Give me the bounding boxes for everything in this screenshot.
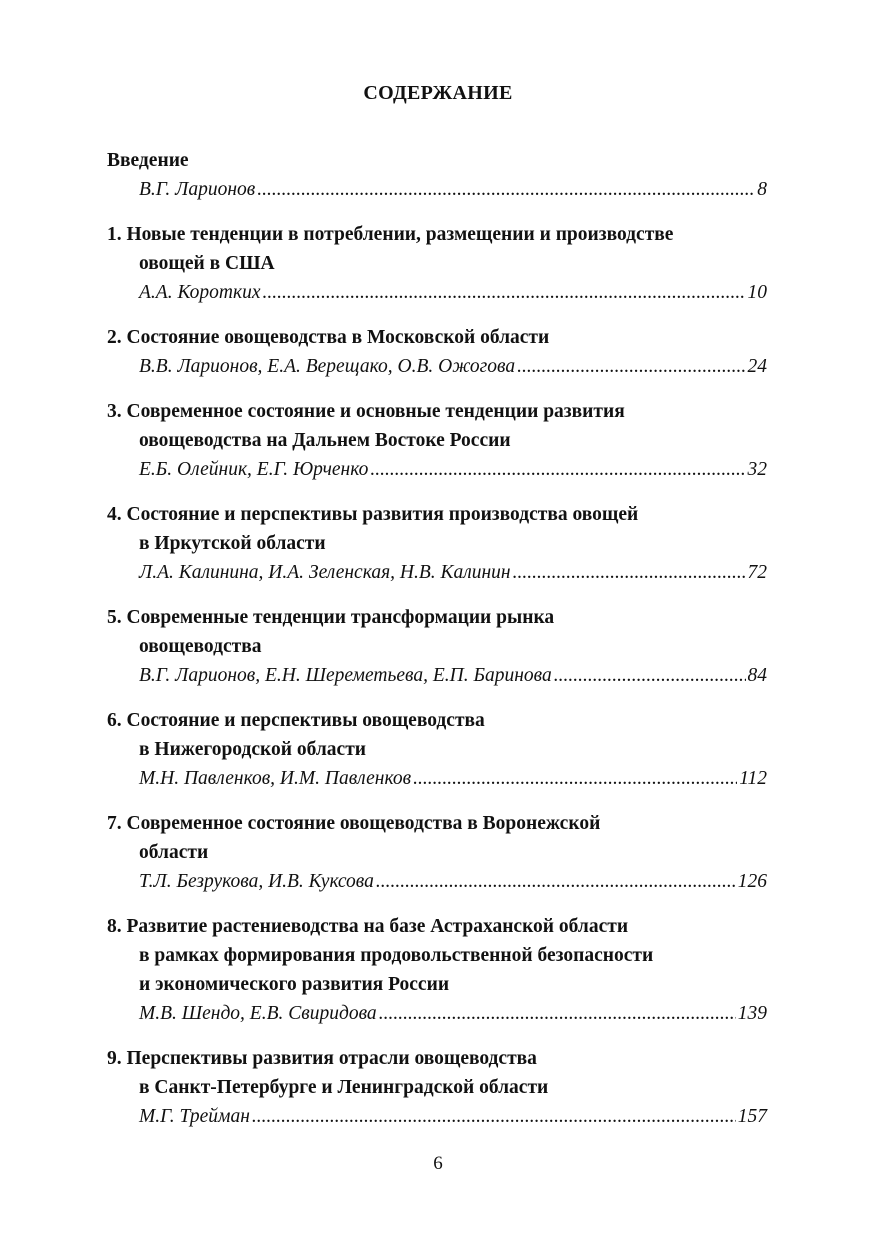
toc-authors: М.В. Шендо, Е.В. Свиридова bbox=[139, 1003, 377, 1024]
toc-entry-title bbox=[107, 500, 767, 558]
dot-leader bbox=[554, 661, 746, 690]
toc-entry-7 bbox=[107, 809, 767, 896]
toc-authors: В.Г. Ларионов, Е.Н. Шереметьева, Е.П. Баринова bbox=[139, 665, 552, 686]
toc-authors: Е.Б. Олейник, Е.Г. Юрченко bbox=[139, 459, 369, 480]
toc-authors: М.Н. Павленков, И.М. Павленков bbox=[139, 768, 412, 789]
toc-title-line: 7. Современное состояние овощеводства в Воронежской bbox=[107, 813, 601, 834]
toc-page-number: 10 bbox=[747, 282, 767, 303]
toc-title-line: области bbox=[139, 842, 209, 863]
toc-entry-title bbox=[107, 220, 767, 278]
toc-title-line: в Санкт-Петербурге и Ленинградской области bbox=[139, 1077, 549, 1098]
toc-title-line: в Нижегородской области bbox=[139, 739, 367, 760]
page-title: СОДЕРЖАНИЕ bbox=[363, 82, 513, 104]
toc-title-line: овощеводства на Дальнем Востоке России bbox=[139, 430, 511, 451]
toc-title-line: Введение bbox=[107, 150, 189, 171]
toc-page-number: 157 bbox=[737, 1106, 767, 1127]
toc-page-number: 84 bbox=[747, 665, 767, 686]
dot-leader bbox=[413, 764, 737, 793]
toc-entry-title bbox=[107, 706, 767, 764]
toc-title-line: 3. Современное состояние и основные тенденции развития bbox=[107, 401, 625, 422]
toc-entry-1 bbox=[107, 220, 767, 307]
toc-entry-authors-row bbox=[107, 352, 767, 381]
toc-authors: В.В. Ларионов, Е.А. Верещако, О.В. Ожогова bbox=[139, 356, 516, 377]
toc-entry-4 bbox=[107, 500, 767, 587]
dot-leader bbox=[379, 999, 736, 1028]
table-of-contents bbox=[107, 146, 767, 1147]
toc-entry-title bbox=[107, 1044, 767, 1102]
toc-page-number: 126 bbox=[737, 871, 767, 892]
toc-title-line: овощей в США bbox=[139, 253, 275, 274]
toc-entry-authors-row bbox=[107, 558, 767, 587]
toc-title-line: в рамках формирования продовольственной безопасности bbox=[139, 945, 654, 966]
toc-title-line: 1. Новые тенденции в потреблении, размещении и производстве bbox=[107, 224, 674, 245]
toc-entry-title bbox=[107, 323, 767, 352]
toc-title-line: в Иркутской области bbox=[139, 533, 326, 554]
toc-entry-9 bbox=[107, 1044, 767, 1131]
toc-authors: Л.А. Калинина, И.А. Зеленская, Н.В. Калинин bbox=[139, 562, 511, 583]
toc-title-line: 9. Перспективы развития отрасли овощеводства bbox=[107, 1048, 537, 1069]
toc-page-number: 139 bbox=[737, 1003, 767, 1024]
toc-page-number: 112 bbox=[739, 768, 767, 789]
toc-authors: В.Г. Ларионов bbox=[139, 179, 256, 200]
dot-leader bbox=[370, 455, 745, 484]
toc-entry-authors-row bbox=[107, 999, 767, 1028]
toc-title-line: и экономического развития России bbox=[139, 974, 450, 995]
toc-entry-5 bbox=[107, 603, 767, 690]
toc-page-number: 32 bbox=[747, 459, 767, 480]
toc-entry-6 bbox=[107, 706, 767, 793]
toc-title-line: 8. Развитие растениеводства на базе Астраханской области bbox=[107, 916, 629, 937]
toc-title-line: овощеводства bbox=[139, 636, 262, 657]
toc-entry-title bbox=[107, 603, 767, 661]
toc-entry-title bbox=[107, 146, 767, 175]
toc-page-number: 24 bbox=[747, 356, 767, 377]
dot-leader bbox=[263, 278, 746, 307]
toc-page-number: 8 bbox=[757, 179, 767, 200]
toc-authors: А.А. Коротких bbox=[139, 282, 261, 303]
toc-title-line: 6. Состояние и перспективы овощеводства bbox=[107, 710, 485, 731]
toc-title-line: 5. Современные тенденции трансформации рынка bbox=[107, 607, 555, 628]
toc-entry-authors-row bbox=[107, 175, 767, 204]
dot-leader bbox=[513, 558, 746, 587]
toc-entry-authors-row bbox=[107, 1102, 767, 1131]
toc-entry-authors-row bbox=[107, 661, 767, 690]
toc-title-line: 4. Состояние и перспективы развития производства овощей bbox=[107, 504, 639, 525]
toc-entry-authors-row bbox=[107, 764, 767, 793]
toc-authors: М.Г. Трейман bbox=[139, 1106, 250, 1127]
toc-entry-title bbox=[107, 397, 767, 455]
toc-entry-title bbox=[107, 912, 767, 999]
toc-authors: Т.Л. Безрукова, И.В. Куксова bbox=[139, 871, 374, 892]
toc-entry-authors-row bbox=[107, 867, 767, 896]
toc-entry-8 bbox=[107, 912, 767, 1028]
toc-entry-authors-row bbox=[107, 455, 767, 484]
toc-title-line: 2. Состояние овощеводства в Московской области bbox=[107, 327, 550, 348]
toc-entry-2 bbox=[107, 323, 767, 381]
toc-entry-title bbox=[107, 809, 767, 867]
toc-entry-intro bbox=[107, 146, 767, 204]
page-footer-number: 6 bbox=[433, 1153, 443, 1174]
toc-page-number: 72 bbox=[747, 562, 767, 583]
dot-leader bbox=[257, 175, 755, 204]
dot-leader bbox=[517, 352, 745, 381]
dot-leader bbox=[376, 867, 736, 896]
toc-entry-authors-row bbox=[107, 278, 767, 307]
toc-entry-3 bbox=[107, 397, 767, 484]
dot-leader bbox=[252, 1102, 736, 1131]
